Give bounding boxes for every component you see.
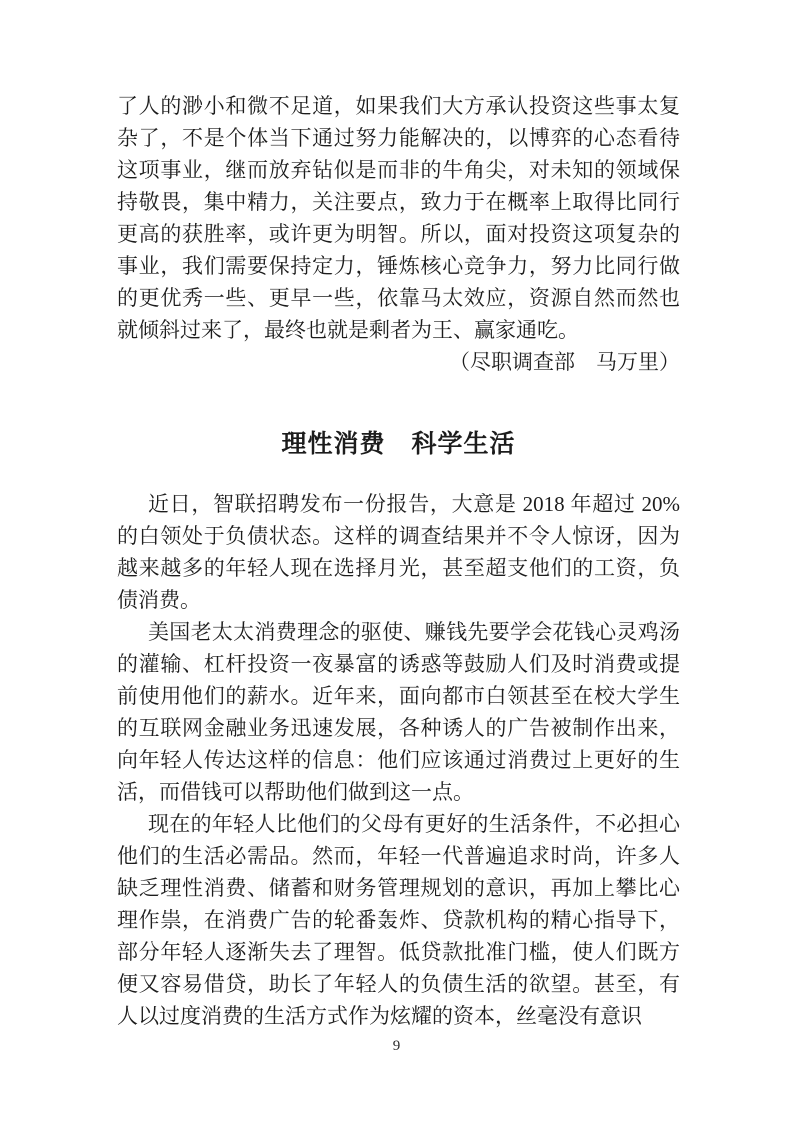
- text-column: [117, 90, 680, 1032]
- continued-paragraph: 了人的渺小和微不足道，如果我们大方承认投资这些事太复杂了，不是个体当下通过努力能解决的，以博弈的心态看待这项事业，继而放弃钻似是而非的牛角尖，对未知的领域保持敬畏，集中精力，关注要点，致力于在概率上取得比同行更高的获胜率，或许更为明智。所以，面对投资这项复杂的事业，我们需要保持定力，锤炼核心竞争力，努力比同行做的更优秀一些、更早一些，依靠马太效应，资源自然而然也就倾斜过来了，最终也就是剩者为王、赢家通吃。: [117, 94, 680, 342]
- body-paragraph-1: 近日，智联招聘发布一份报告，大意是 2018 年超过 20%的白领处于负债状态。这样的调查结果并不令人惊讶，因为越来越多的年轻人现在选择月光，甚至超支他们的工资，负债消费。: [117, 492, 680, 612]
- article-title: 理性消费 科学生活: [281, 430, 516, 458]
- page-number: 9: [392, 1038, 401, 1054]
- body-paragraph-2: 美国老太太消费理念的驱使、赚钱先要学会花钱心灵鸡汤的灌输、杠杆投资一夜暴富的诱惑等鼓励人们及时消费或提前使用他们的薪水。近年来，面向都市白领甚至在校大学生的互联网金融业务迅速发展，各种诱人的广告被制作出来，向年轻人传达这样的信息：他们应该通过消费过上更好的生活，而借钱可以帮助他们做到这一点。: [117, 620, 680, 804]
- attribution-line: （尽职调查部 马万里）: [449, 350, 680, 374]
- body-paragraph-3: 现在的年轻人比他们的父母有更好的生活条件，不必担心他们的生活必需品。然而，年轻一代普遍追求时尚，许多人缺乏理性消费、储蓄和财务管理规划的意识，再加上攀比心理作祟，在消费广告的轮番轰炸、贷款机构的精心指导下，部分年轻人逐渐失去了理智。低贷款批准门槛，使人们既方便又容易借贷，助长了年轻人的负债生活的欲望。甚至，有人以过度消费的生活方式作为炫耀的资本，丝毫没有意识: [117, 812, 680, 1028]
